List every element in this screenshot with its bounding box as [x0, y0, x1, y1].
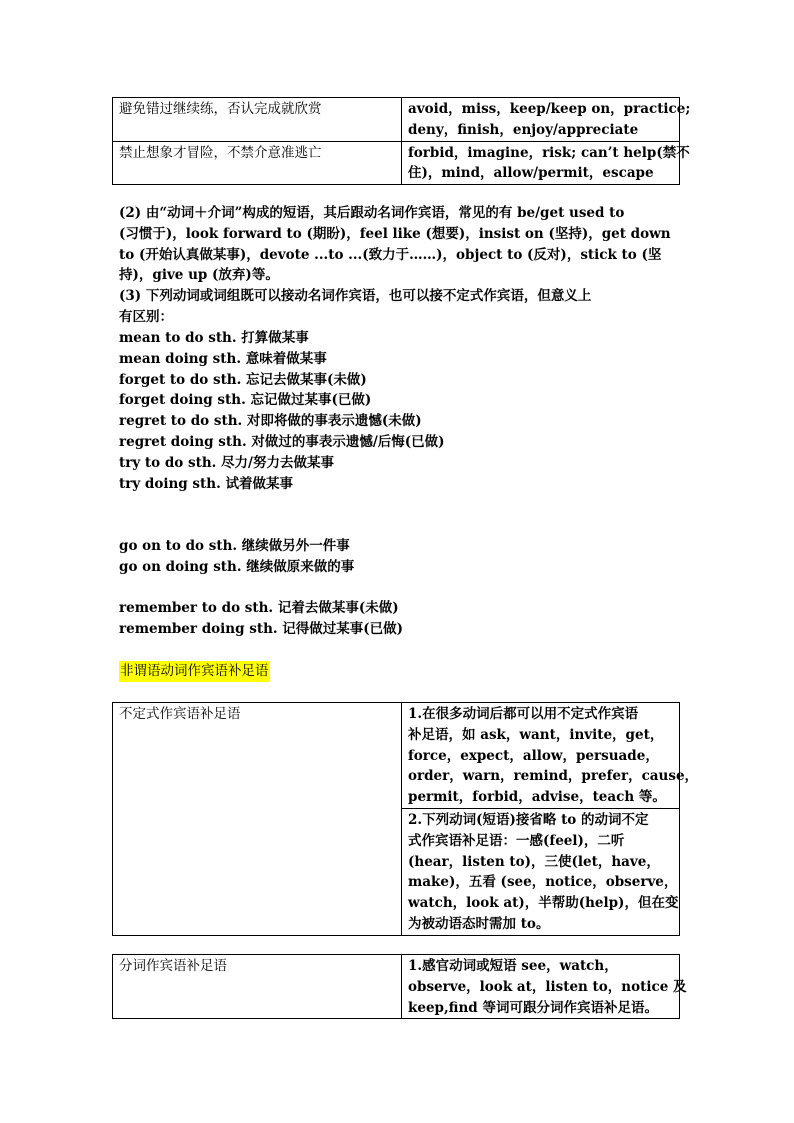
usage-pairs-list	[119, 328, 679, 494]
rule-cell: 1.感官动词或短语 see，watch， observe，look at，listen to，notice 及 keep,find 等词可跟分词作宾语补足语。	[402, 955, 680, 1019]
section-heading: 非谓语动词作宾语补足语	[119, 661, 270, 682]
mnemonic-cell: 避免错过继续练，否认完成就欣赏	[113, 98, 402, 142]
usage-pairs-list	[119, 536, 679, 578]
verb-list-cell: avoid，miss，keep/keep on，practice; deny，finish，enjoy/appreciate	[402, 98, 680, 142]
usage-pairs-list	[119, 598, 679, 640]
list-item: try doing sth. 试着做某事	[119, 475, 293, 492]
list-item: remember to do sth. 记着去做某事(未做)	[119, 600, 399, 616]
list-item: forget to do sth. 忘记去做某事(未做)	[119, 371, 367, 388]
list-item: remember doing sth. 记得做过某事(已做)	[119, 620, 404, 637]
rule-cell: 2.下列动词(短语)接省略 to 的动词不定 式作宾语补足语：一感(feel)，二听 (hear，listen to)，三使(let，have， make)，五看 (see，notice，observe， watch，look at)，半帮助(help)，但在变 为被动语态时需加 to。	[402, 808, 680, 935]
list-item: try to do sth. 尽力/努力去做某事	[119, 454, 334, 471]
table-row	[113, 141, 680, 185]
table-row	[113, 955, 680, 1019]
list-item: mean doing sth. 意味着做某事	[119, 350, 327, 367]
mnemonic-cell: 禁止想象才冒险，不禁介意准逃亡	[113, 141, 402, 185]
category-cell: 不定式作宾语补足语	[113, 703, 402, 936]
paragraph-verb-preposition: (2) 由“动词＋介词”构成的短语，其后跟动名词作宾语，常见的有 be/get used to (习惯于)，look forward to (期盼)，feel like (想要)，insist on (坚持)，get down to (开始认真做某事)，devote ...to ...(致力于……)，object to (反对)，stick to (坚 持)，give up (放弃)等。	[119, 205, 671, 284]
infinitive-complement-table	[112, 702, 699, 936]
table-row	[113, 703, 680, 809]
verb-list-cell: forbid，imagine，risk; can’t help(禁不 住)，mind，allow/permit，escape	[402, 141, 680, 185]
participle-complement-table	[112, 954, 687, 1019]
rule-cell: 1.在很多动词后都可以用不定式作宾语 补足语，如 ask，want，invite，get， force，expect，allow，persuade， order，warn，remind，prefer，cause， permit，forbid，advise，teach 等。	[402, 703, 680, 809]
list-item: regret doing sth. 对做过的事表示遗憾/后悔(已做)	[119, 433, 445, 450]
verb-mnemonic-table	[112, 97, 691, 185]
list-item: go on to do sth. 继续做另外一件事	[119, 538, 350, 554]
list-item: go on doing sth. 继续做原来做的事	[119, 558, 355, 575]
paragraph-gerund-vs-infinitive: (3) 下列动词或词组既可以接动名词作宾语，也可以接不定式作宾语，但意义上 有区别：	[119, 288, 592, 325]
list-item: mean to do sth. 打算做某事	[119, 330, 309, 346]
list-item: forget doing sth. 忘记做过某事(已做)	[119, 392, 372, 409]
table-row	[113, 98, 680, 142]
list-item: regret to do sth. 对即将做的事表示遗憾(未做)	[119, 413, 422, 430]
category-cell: 分词作宾语补足语	[113, 955, 402, 1019]
